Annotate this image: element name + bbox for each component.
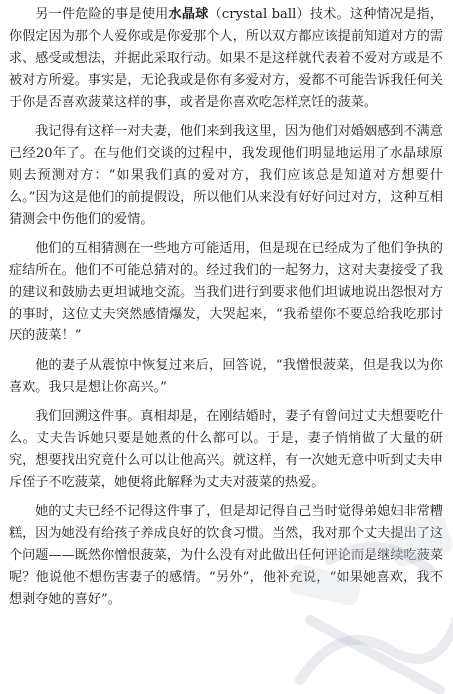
paragraph-1 (9, 4, 443, 114)
paragraph-4: 他的妻子从震惊中恢复过来后，回答说，“我憎恨菠菜，但是我以为你喜欢。我只是想让你高兴。” (9, 357, 443, 395)
paragraph-6: 她的丈夫已经不记得这件事了，但是却记得自己当时觉得弟媳妇非常糟糕，因为她没有给孩子养成良好的饮食习惯。当然，我对那个丈夫提出了这个问题——既然你憎恨菠菜，为什么没有对此做出任何评论而是继续吃菠菜呢？他说他不想伤害妻子的感情。“另外”，他补充说，“如果她喜欢，我不想剥夺她的喜好”。 (9, 503, 443, 607)
paragraph-1-segment-1: 另一件危险的事是使用 (35, 7, 169, 22)
paragraph-1-segment-3: （crystal ball）技术。这种情况是指，你假定因为那个人爱你或是你爱那个人，所以双方都应该提前知道对方的需求、感受或想法，并据此采取行动。如果不是这样就代表着不爱对方或是不被对方所爱。事实是，无论我或是你有多爱对方，爱都不可能告诉我任何关于你是否喜欢菠菜这样的事，或者是你喜欢吃怎样烹饪的菠菜。 (9, 7, 444, 110)
paragraph-1-bold-term: 水晶球 (168, 7, 209, 22)
paragraph-2: 我记得有这样一对夫妻，他们来到我这里，因为他们对婚姻感到不满意已经20年了。在与他们交谈的过程中，我发现他们明显地运用了水晶球原则去预测对方：“如果我们真的爱对方，我们应该总是知道对方想要什么。”因为这是他们的前提假设，所以他们从来没有好好问过对方，这种互相猜测会中伤他们的爱情。 (9, 123, 443, 227)
paragraph-5: 我们回溯这件事。真相却是，在刚结婚时，妻子有曾问过丈夫想要吃什么。丈夫告诉她只要是她煮的什么都可以。于是，妻子悄悄做了大量的研究，想要找出究竟什么可以让他高兴。就这样，有一次她无意中听到丈夫申斥侄子不吃菠菜，她便将此解释为丈夫对菠菜的热爱。 (9, 408, 443, 490)
paragraph-3: 他们的互相猜测在一些地方可能适用，但是现在已经成为了他们争执的症结所在。他们不可能总猜对的。经过我们的一起努力，这对夫妻接受了我的建议和鼓励去更坦诚地交流。当我们进行到要求他们坦诚地说出怨恨对方的事时，这位丈夫突然感情爆发，大哭起来，“我希望你不要总给我吃那讨厌的菠菜！” (9, 240, 443, 344)
body-text (9, 4, 443, 611)
